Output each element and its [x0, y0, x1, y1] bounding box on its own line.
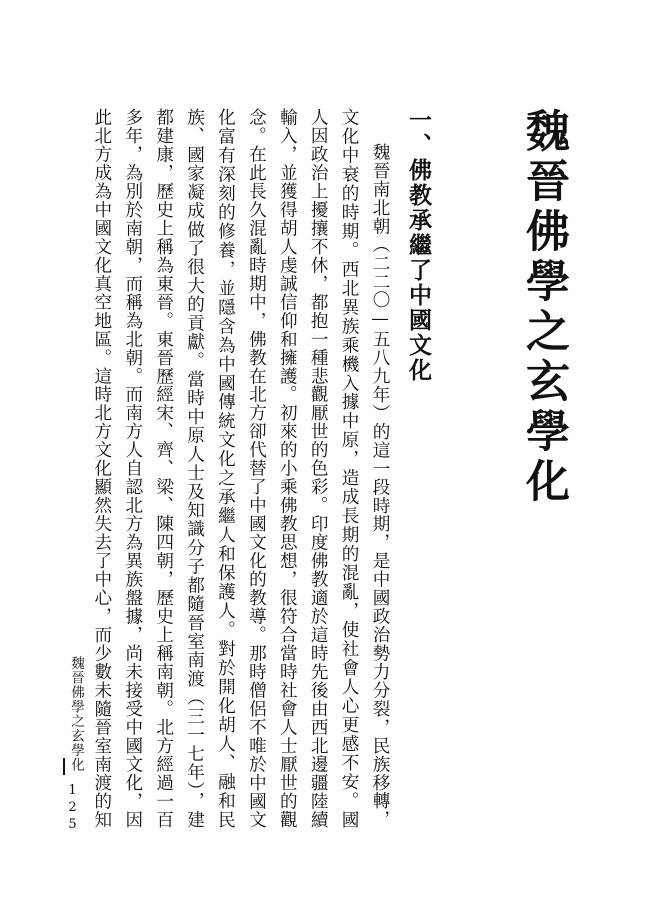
running-head: 魏晉佛學之玄學化	[68, 656, 84, 772]
body-text	[86, 108, 395, 828]
body-line: 多年，為別於南朝，而稱為北朝。而南方人自認北方為異族盤據，尚未接受中國文化，因	[122, 108, 143, 828]
body-line: 都建康，歷史上稱為東晉。東晉歷經宋、齊、梁、陳四朝，歷史上稱南朝。北方經過一百	[153, 108, 174, 828]
body-line: 輸入，並獲得胡人虔誠信仰和擁護。初來的小乘佛教思想，很符合當時社會人士厭世的觀	[277, 108, 298, 828]
body-line: 文化中衰的時期。西北異族乘機入據中原，造成長期的混亂，使社會人心更感不安。國	[339, 108, 360, 828]
body-line: 化富有深刻的修養，並隱含為中國傳統文化之承繼人和保護人。對於開化胡人、融和民	[215, 108, 236, 828]
section-heading: 一、佛教承繼了中國文化	[405, 108, 432, 383]
body-line: 人因政治上擾攘不休，都抱一種悲觀厭世的色彩。印度佛教適於這時先後由西北邊疆陸續	[308, 108, 329, 828]
body-line: 念。在此長久混亂時期中，佛教在北方卻代替了中國文化的教導。那時僧侶不唯於中國文	[246, 108, 267, 828]
page-number: 125	[65, 783, 80, 834]
footer-rule	[63, 758, 65, 775]
page-title: 魏晉佛學之玄學化	[518, 108, 569, 508]
body-line: 族、國家凝成做了很大的貢獻。當時中原人士及知識分子都隨晉室南渡（三一七年），建	[184, 108, 205, 828]
body-line: 此北方成為中國文化真空地區。這時北方文化顯然失去了中心，而少數未隨晉室南渡的知	[91, 108, 112, 828]
body-line: 魏晉南北朝（二二〇—五八九年）的這一段時期，是中國政治勢力分裂，民族移轉，	[370, 143, 390, 828]
